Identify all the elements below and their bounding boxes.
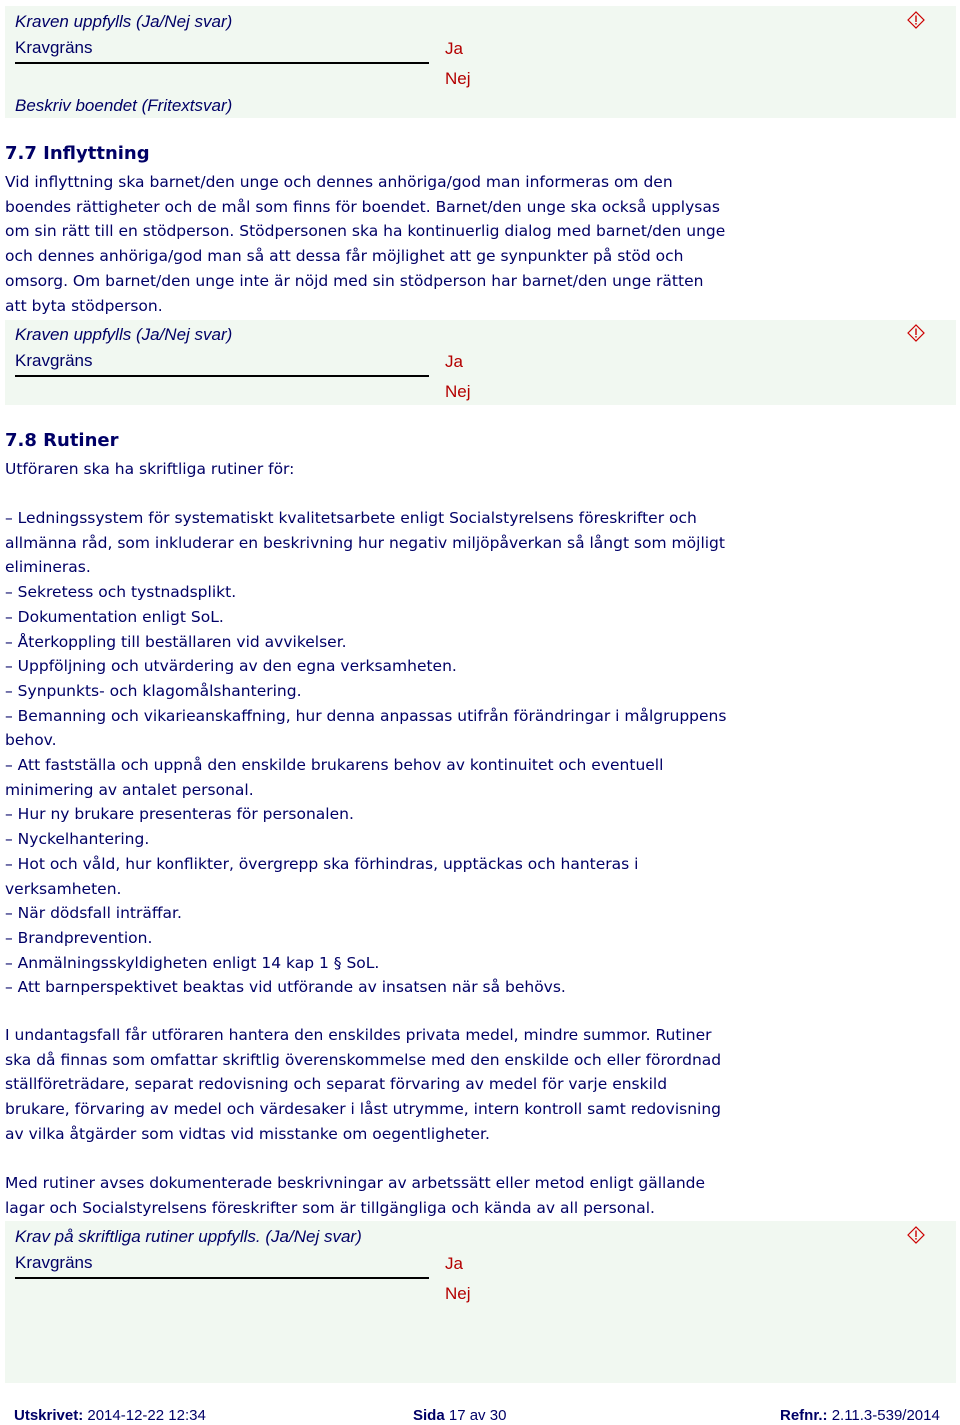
ref-value: 2.11.3-539/2014 bbox=[831, 1407, 940, 1424]
text-line: och dennes anhöriga/god man så att dessa får möjlighet att ge synpunkter på stöd och bbox=[5, 247, 684, 266]
option-yes[interactable]: Ja bbox=[445, 39, 463, 58]
list-item: – Att fastställa och uppnå den enskilde brukarens behov av kontinuitet och eventuell bbox=[5, 756, 664, 775]
option-no[interactable]: Nej bbox=[445, 382, 471, 401]
list-item: – Nyckelhantering. bbox=[5, 830, 150, 849]
option-yes[interactable]: Ja bbox=[445, 352, 463, 371]
text-line: Vid inflyttning ska barnet/den unge och dennes anhöriga/god man informeras om den bbox=[5, 173, 673, 191]
requirement-question: Krav på skriftliga rutiner uppfylls. (Ja/Nej svar) bbox=[15, 1227, 362, 1246]
text-line: att byta stödperson. bbox=[5, 296, 163, 315]
kravgrans-line bbox=[15, 375, 429, 377]
option-yes[interactable]: Ja bbox=[445, 1254, 463, 1273]
warning-icon[interactable] bbox=[907, 1226, 925, 1244]
kravgrans-label: Kravgräns bbox=[15, 1253, 93, 1272]
list-item: allmänna råd, som inkluderar en beskrivning hur negativ miljöpåverkan så långt som möjligt bbox=[5, 533, 725, 552]
list-item: – Synpunkts- och klagomålshantering. bbox=[5, 681, 302, 700]
list-item: – Hur ny brukare presenteras för personalen. bbox=[5, 805, 354, 824]
list-item: – Brandprevention. bbox=[5, 928, 153, 947]
requirement-question: Kraven uppfylls (Ja/Nej svar) bbox=[15, 325, 233, 344]
kravgrans-label: Kravgräns bbox=[15, 38, 93, 57]
ref-label: Refnr.: bbox=[780, 1407, 828, 1424]
section-heading-7-7: 7.7 Inflyttning bbox=[5, 143, 150, 164]
routine-definition-paragraph bbox=[5, 1171, 795, 1220]
text-line: I undantagsfall får utföraren hantera den enskildes privata medel, mindre summor. Rutiner bbox=[5, 1026, 712, 1044]
footer-ref bbox=[780, 1407, 940, 1425]
list-item: behov. bbox=[5, 731, 57, 750]
requirement-box-1 bbox=[5, 6, 956, 118]
warning-icon[interactable] bbox=[907, 11, 925, 29]
requirement-question: Kraven uppfylls (Ja/Nej svar) bbox=[15, 12, 233, 31]
kravgrans-line bbox=[15, 1277, 429, 1279]
text-line: ställföreträdare, separat redovisning och separat förvaring av medel för varje enskild bbox=[5, 1075, 668, 1094]
private-funds-paragraph bbox=[5, 1023, 795, 1147]
printed-value: 2014-12-22 12:34 bbox=[87, 1407, 206, 1424]
list-item: – Återkoppling till beställaren vid avvikelser. bbox=[5, 632, 347, 651]
section-heading-7-8: 7.8 Rutiner bbox=[5, 430, 119, 451]
text-line: ska då finnas som omfattar skriftlig överenskommelse med den enskilde och eller förordnad bbox=[5, 1050, 722, 1069]
section-7-7-body bbox=[5, 170, 795, 318]
page-label: Sida bbox=[413, 1407, 445, 1424]
list-item: – Sekretess och tystnadsplikt. bbox=[5, 583, 237, 602]
text-line: av vilka åtgärder som vidtas vid misstanke om oegentligheter. bbox=[5, 1124, 490, 1143]
list-item: – Uppföljning och utvärdering av den egna verksamheten. bbox=[5, 657, 457, 676]
kravgrans-label: Kravgräns bbox=[15, 351, 93, 370]
list-item: – Bemanning och vikarieanskaffning, hur denna anpassas utifrån förändringar i målgruppens bbox=[5, 706, 727, 725]
list-item: – Ledningssystem för systematiskt kvalitetsarbete enligt Socialstyrelsens föreskrifter och bbox=[5, 509, 697, 527]
list-item: verksamheten. bbox=[5, 879, 122, 898]
page-value: 17 av 30 bbox=[448, 1407, 507, 1424]
text-line: boendes rättigheter och de mål som finns för boendet. Barnet/den unge ska också upplysas bbox=[5, 197, 720, 216]
warning-icon[interactable] bbox=[907, 324, 925, 342]
footer-page bbox=[413, 1407, 506, 1425]
routine-list bbox=[5, 506, 795, 1000]
describe-freetext-label: Beskriv boendet (Fritextsvar) bbox=[15, 96, 233, 115]
requirement-box-2 bbox=[5, 320, 956, 405]
list-item: – Hot och våld, hur konflikter, övergrepp ska förhindras, upptäckas och hanteras i bbox=[5, 854, 639, 873]
text-line: omsorg. Om barnet/den unge inte är nöjd med sin stödperson har barnet/den unge rätten bbox=[5, 271, 704, 290]
list-item: – Dokumentation enligt SoL. bbox=[5, 607, 224, 626]
text-line: Med rutiner avses dokumenterade beskrivningar av arbetssätt eller metod enligt gällande bbox=[5, 1174, 706, 1192]
list-item: – Anmälningsskyldigheten enligt 14 kap 1 § SoL. bbox=[5, 953, 380, 972]
list-item: – Att barnperspektivet beaktas vid utförande av insatsen när så behövs. bbox=[5, 978, 566, 997]
list-item: elimineras. bbox=[5, 558, 91, 577]
section-7-8-intro bbox=[5, 457, 795, 482]
option-no[interactable]: Nej bbox=[445, 69, 471, 88]
list-item: – När dödsfall inträffar. bbox=[5, 904, 182, 923]
footer-printed bbox=[14, 1407, 206, 1425]
text-line: om sin rätt till en stödperson. Stödpersonen ska ha kontinuerlig dialog med barnet/den unge bbox=[5, 222, 726, 241]
intro-line: Utföraren ska ha skriftliga rutiner för: bbox=[5, 460, 295, 478]
text-line: brukare, förvaring av medel och värdesaker i låst utrymme, intern kontroll samt redovisning bbox=[5, 1100, 722, 1119]
requirement-box-3 bbox=[5, 1221, 956, 1383]
option-no[interactable]: Nej bbox=[445, 1284, 471, 1303]
list-item: minimering av antalet personal. bbox=[5, 780, 254, 799]
kravgrans-line bbox=[15, 62, 429, 64]
printed-label: Utskrivet: bbox=[14, 1407, 84, 1424]
text-line: lagar och Socialstyrelsens föreskrifter som är tillgängliga och kända av all personal. bbox=[5, 1198, 655, 1217]
